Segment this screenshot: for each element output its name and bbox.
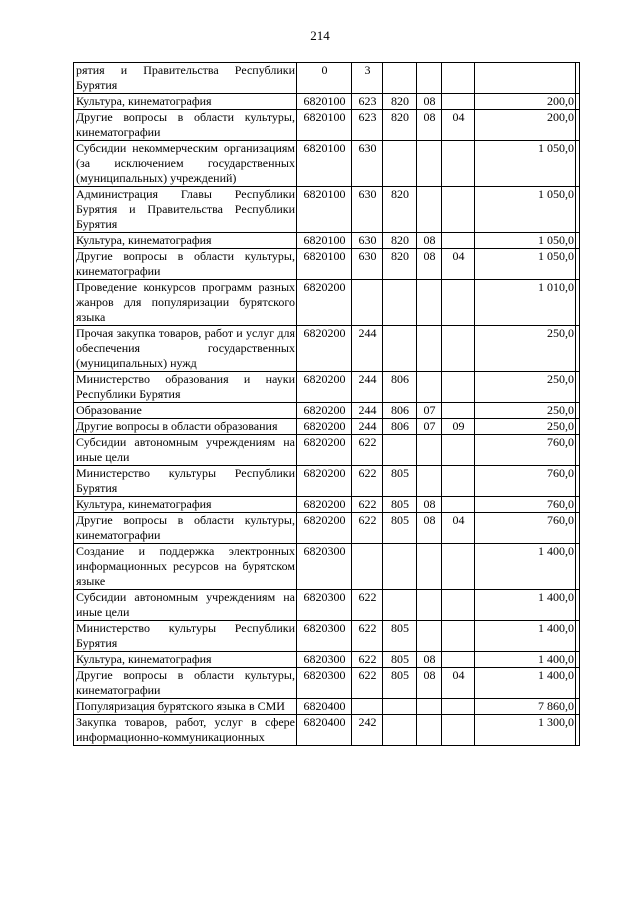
cell-section-code (417, 435, 442, 466)
cell-department-code: 820 (383, 187, 417, 233)
budget-table (73, 62, 580, 746)
cell-empty (576, 590, 580, 621)
cell-amount: 1 050,0 (475, 141, 576, 187)
cell-amount (475, 63, 576, 94)
cell-expense-type-code: 622 (352, 497, 383, 513)
cell-subsection-code (442, 621, 475, 652)
cell-department-code (383, 326, 417, 372)
cell-subsection-code (442, 94, 475, 110)
cell-expense-type-code: 623 (352, 110, 383, 141)
cell-section-code (417, 326, 442, 372)
table-row (74, 372, 580, 403)
cell-expense-type-code: 244 (352, 419, 383, 435)
cell-expense-type-code (352, 280, 383, 326)
cell-row-name: Другие вопросы в области культуры, кинематографии (74, 110, 297, 141)
cell-subsection-code (442, 590, 475, 621)
cell-amount: 1 400,0 (475, 590, 576, 621)
table-body (74, 63, 580, 746)
cell-department-code (383, 590, 417, 621)
cell-expense-type-code: 630 (352, 249, 383, 280)
cell-section-code: 07 (417, 403, 442, 419)
cell-department-code (383, 435, 417, 466)
cell-row-name: Закупка товаров, работ, услуг в сфере информационно-коммуникационных (74, 715, 297, 746)
cell-department-code (383, 63, 417, 94)
cell-department-code: 806 (383, 419, 417, 435)
table-row (74, 326, 580, 372)
cell-empty (576, 621, 580, 652)
cell-department-code: 805 (383, 668, 417, 699)
cell-row-name: Субсидии автономным учреждениям на иные цели (74, 590, 297, 621)
cell-expense-type-code: 623 (352, 94, 383, 110)
cell-amount: 1 400,0 (475, 652, 576, 668)
cell-target-code: 6820100 (297, 233, 352, 249)
cell-department-code: 820 (383, 94, 417, 110)
cell-target-code: 6820200 (297, 403, 352, 419)
cell-subsection-code (442, 544, 475, 590)
cell-department-code: 805 (383, 497, 417, 513)
cell-subsection-code (442, 63, 475, 94)
cell-subsection-code (442, 372, 475, 403)
cell-section-code (417, 590, 442, 621)
cell-target-code: 6820100 (297, 249, 352, 280)
cell-empty (576, 63, 580, 94)
cell-expense-type-code: 244 (352, 326, 383, 372)
cell-department-code: 805 (383, 652, 417, 668)
cell-amount: 250,0 (475, 326, 576, 372)
cell-target-code: 6820100 (297, 110, 352, 141)
cell-empty (576, 466, 580, 497)
cell-section-code (417, 715, 442, 746)
cell-department-code: 820 (383, 110, 417, 141)
cell-row-name: Министерство образования и науки Республики Бурятия (74, 372, 297, 403)
cell-expense-type-code: 622 (352, 621, 383, 652)
table-row (74, 621, 580, 652)
cell-section-code: 08 (417, 233, 442, 249)
cell-expense-type-code: 622 (352, 435, 383, 466)
cell-section-code: 08 (417, 110, 442, 141)
table-row (74, 513, 580, 544)
cell-subsection-code: 04 (442, 668, 475, 699)
table-row (74, 280, 580, 326)
cell-empty (576, 403, 580, 419)
cell-subsection-code (442, 141, 475, 187)
cell-amount: 250,0 (475, 403, 576, 419)
cell-section-code (417, 372, 442, 403)
cell-expense-type-code: 622 (352, 668, 383, 699)
cell-subsection-code (442, 233, 475, 249)
cell-department-code: 805 (383, 466, 417, 497)
cell-amount: 1 010,0 (475, 280, 576, 326)
table-row (74, 715, 580, 746)
cell-subsection-code (442, 403, 475, 419)
cell-section-code (417, 621, 442, 652)
cell-target-code: 6820200 (297, 513, 352, 544)
cell-department-code: 805 (383, 513, 417, 544)
table-row (74, 141, 580, 187)
cell-row-name: Культура, кинематография (74, 652, 297, 668)
cell-target-code: 6820200 (297, 419, 352, 435)
cell-empty (576, 280, 580, 326)
cell-row-name: Популяризация бурятского языка в СМИ (74, 699, 297, 715)
cell-section-code (417, 63, 442, 94)
cell-target-code: 6820200 (297, 372, 352, 403)
cell-target-code: 6820200 (297, 435, 352, 466)
table-row (74, 403, 580, 419)
table-row (74, 544, 580, 590)
cell-subsection-code (442, 280, 475, 326)
cell-section-code (417, 544, 442, 590)
cell-expense-type-code: 622 (352, 652, 383, 668)
cell-row-name: Министерство культуры Республики Бурятия (74, 621, 297, 652)
cell-department-code: 806 (383, 403, 417, 419)
cell-row-name: Проведение конкурсов программ разных жанров для популяризации бурятского языка (74, 280, 297, 326)
cell-amount: 1 400,0 (475, 544, 576, 590)
table-row (74, 497, 580, 513)
cell-empty (576, 715, 580, 746)
cell-amount: 760,0 (475, 466, 576, 497)
cell-empty (576, 233, 580, 249)
table-row (74, 419, 580, 435)
cell-empty (576, 249, 580, 280)
cell-row-name: Субсидии некоммерческим организациям (за исключением государственных (муниципальных) учреждений) (74, 141, 297, 187)
cell-empty (576, 372, 580, 403)
cell-amount: 250,0 (475, 419, 576, 435)
cell-amount: 760,0 (475, 435, 576, 466)
cell-target-code: 6820200 (297, 497, 352, 513)
cell-section-code: 08 (417, 513, 442, 544)
cell-row-name: Культура, кинематография (74, 94, 297, 110)
cell-department-code (383, 141, 417, 187)
cell-row-name: Министерство культуры Республики Бурятия (74, 466, 297, 497)
cell-row-name: Другие вопросы в области культуры, кинематографии (74, 249, 297, 280)
table-row (74, 652, 580, 668)
cell-department-code (383, 544, 417, 590)
cell-expense-type-code: 630 (352, 141, 383, 187)
table-row (74, 110, 580, 141)
cell-subsection-code (442, 699, 475, 715)
cell-section-code: 08 (417, 497, 442, 513)
cell-expense-type-code: 244 (352, 372, 383, 403)
cell-section-code (417, 187, 442, 233)
table-row (74, 249, 580, 280)
cell-section-code (417, 699, 442, 715)
cell-empty (576, 419, 580, 435)
cell-subsection-code (442, 715, 475, 746)
cell-row-name: Культура, кинематография (74, 497, 297, 513)
table-row (74, 233, 580, 249)
cell-target-code: 6820400 (297, 699, 352, 715)
cell-row-name: Другие вопросы в области культуры, кинематографии (74, 668, 297, 699)
cell-target-code: 6820300 (297, 544, 352, 590)
cell-expense-type-code: 622 (352, 466, 383, 497)
cell-target-code: 6820300 (297, 590, 352, 621)
cell-department-code: 806 (383, 372, 417, 403)
cell-target-code: 6820100 (297, 141, 352, 187)
cell-expense-type-code (352, 699, 383, 715)
cell-empty (576, 110, 580, 141)
cell-target-code: 0 (297, 63, 352, 94)
cell-target-code: 6820200 (297, 326, 352, 372)
cell-department-code: 820 (383, 249, 417, 280)
cell-amount: 1 300,0 (475, 715, 576, 746)
cell-department-code (383, 280, 417, 326)
cell-target-code: 6820300 (297, 652, 352, 668)
cell-department-code (383, 699, 417, 715)
cell-row-name: Создание и поддержка электронных информационных ресурсов на бурятском языке (74, 544, 297, 590)
cell-empty (576, 668, 580, 699)
table-row (74, 466, 580, 497)
cell-department-code: 820 (383, 233, 417, 249)
cell-row-name: Культура, кинематография (74, 233, 297, 249)
table-row (74, 668, 580, 699)
cell-amount: 760,0 (475, 497, 576, 513)
cell-amount: 1 400,0 (475, 621, 576, 652)
table-row (74, 187, 580, 233)
cell-section-code (417, 141, 442, 187)
cell-section-code: 07 (417, 419, 442, 435)
table-row (74, 699, 580, 715)
cell-target-code: 6820200 (297, 280, 352, 326)
cell-subsection-code: 04 (442, 513, 475, 544)
cell-expense-type-code: 3 (352, 63, 383, 94)
cell-expense-type-code: 630 (352, 233, 383, 249)
cell-amount: 1 050,0 (475, 233, 576, 249)
cell-empty (576, 326, 580, 372)
table-row (74, 94, 580, 110)
cell-row-name: Другие вопросы в области образования (74, 419, 297, 435)
cell-row-name: Образование (74, 403, 297, 419)
cell-empty (576, 435, 580, 466)
cell-expense-type-code: 630 (352, 187, 383, 233)
cell-amount: 1 050,0 (475, 249, 576, 280)
cell-target-code: 6820300 (297, 621, 352, 652)
cell-empty (576, 513, 580, 544)
cell-target-code: 6820100 (297, 187, 352, 233)
cell-section-code: 08 (417, 94, 442, 110)
cell-amount: 1 400,0 (475, 668, 576, 699)
cell-subsection-code (442, 326, 475, 372)
cell-section-code: 08 (417, 652, 442, 668)
cell-subsection-code (442, 497, 475, 513)
cell-empty (576, 141, 580, 187)
cell-target-code: 6820200 (297, 466, 352, 497)
table-row (74, 590, 580, 621)
cell-section-code: 08 (417, 668, 442, 699)
cell-subsection-code: 04 (442, 110, 475, 141)
cell-amount: 7 860,0 (475, 699, 576, 715)
cell-empty (576, 544, 580, 590)
cell-subsection-code (442, 466, 475, 497)
cell-section-code: 08 (417, 249, 442, 280)
cell-department-code: 805 (383, 621, 417, 652)
cell-amount: 200,0 (475, 94, 576, 110)
cell-empty (576, 497, 580, 513)
cell-row-name: Другие вопросы в области культуры, кинематографии (74, 513, 297, 544)
cell-section-code (417, 280, 442, 326)
cell-expense-type-code: 244 (352, 403, 383, 419)
table-row (74, 435, 580, 466)
cell-subsection-code: 09 (442, 419, 475, 435)
cell-subsection-code (442, 652, 475, 668)
cell-subsection-code: 04 (442, 249, 475, 280)
cell-subsection-code (442, 435, 475, 466)
cell-section-code (417, 466, 442, 497)
cell-subsection-code (442, 187, 475, 233)
cell-row-name: рятия и Правительства Республики Бурятия (74, 63, 297, 94)
cell-amount: 760,0 (475, 513, 576, 544)
cell-department-code (383, 715, 417, 746)
cell-target-code: 6820300 (297, 668, 352, 699)
cell-row-name: Субсидии автономным учреждениям на иные цели (74, 435, 297, 466)
cell-expense-type-code: 242 (352, 715, 383, 746)
cell-empty (576, 652, 580, 668)
page-number: 214 (310, 28, 330, 43)
table-row (74, 63, 580, 94)
cell-target-code: 6820100 (297, 94, 352, 110)
cell-row-name: Администрация Главы Республики Бурятия и Правительства Республики Бурятия (74, 187, 297, 233)
cell-expense-type-code: 622 (352, 590, 383, 621)
cell-amount: 250,0 (475, 372, 576, 403)
cell-expense-type-code (352, 544, 383, 590)
cell-expense-type-code: 622 (352, 513, 383, 544)
cell-row-name: Прочая закупка товаров, работ и услуг для обеспечения государственных (муниципальных) нужд (74, 326, 297, 372)
cell-amount: 200,0 (475, 110, 576, 141)
cell-empty (576, 699, 580, 715)
cell-empty (576, 94, 580, 110)
cell-target-code: 6820400 (297, 715, 352, 746)
cell-amount: 1 050,0 (475, 187, 576, 233)
cell-empty (576, 187, 580, 233)
